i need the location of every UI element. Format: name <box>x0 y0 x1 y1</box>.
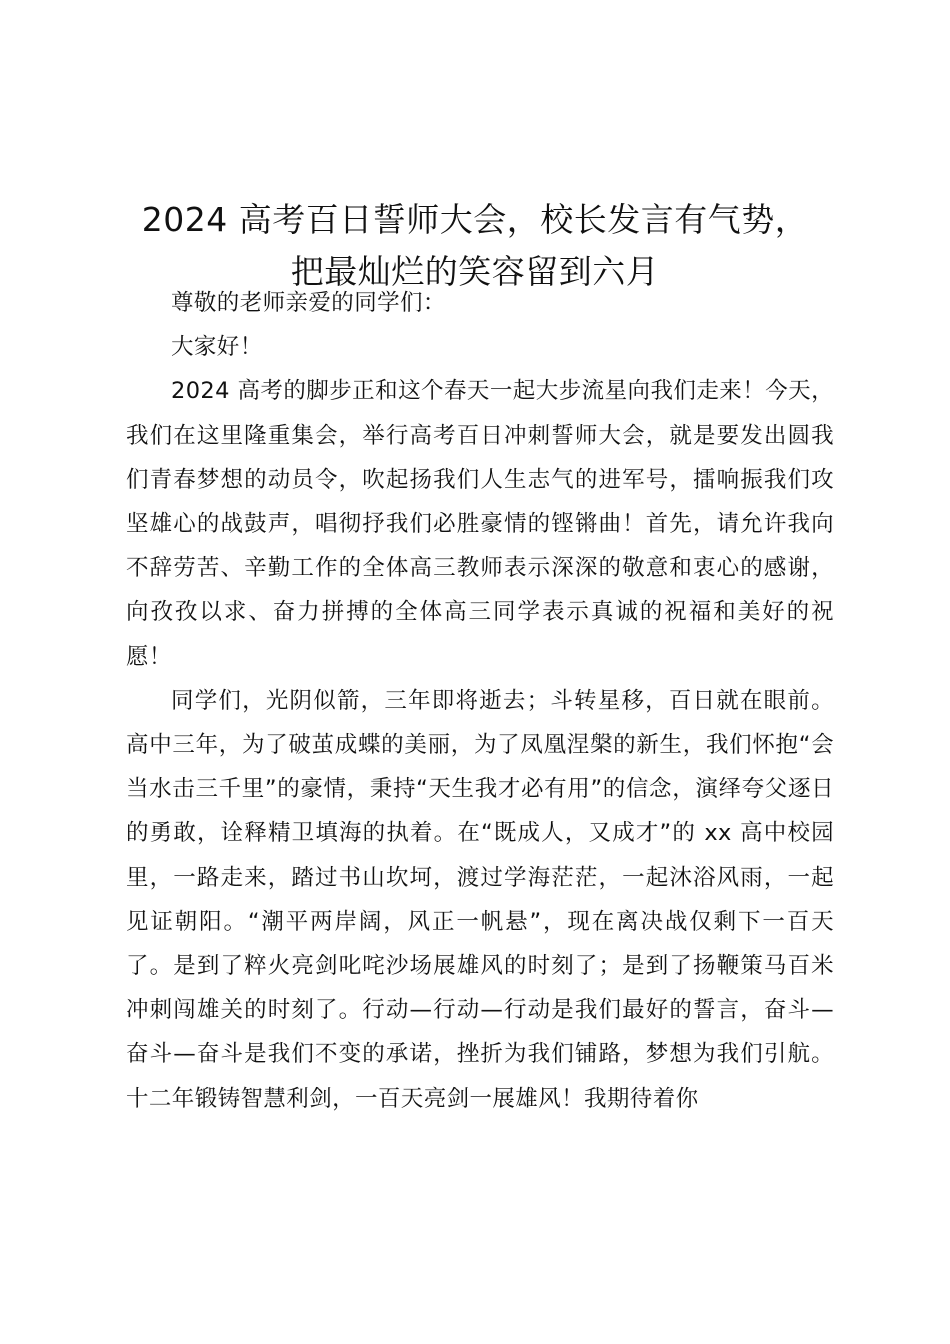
greeting-paragraph: 大家好！ <box>171 334 263 361</box>
title-line-1: 2024 高考百日誓师大会，校长发言有气势， <box>141 200 809 240</box>
title-line-2: 把最灿烂的笑容留到六月 <box>290 252 660 292</box>
body-paragraph-2: 同学们，光阴似箭，三年即将逝去；斗转星移，百日就在眼前。高中三年，为了破茧成蝶的美丽，为了凤凰涅槃的新生，我们怀抱“会当水击三千里”的豪情，秉持“天生我才必有用”的信念，演绎夸父逐日的勇敢，诠释精卫填海的执着。在“既成人，又成才”的 xx 高中校园里，一路走来，踏过书山坎坷，渡过学海茫茫，一起沐浴风雨，一起见证朝阳。“潮平两岸阔，风正一帆悬”，现在离决战仅剩下一百天了。是到了粹火亮剑叱咤沙场展雄风的时刻了；是到了扬鞭策马百米冲刺闯雄关的时刻了。行动—行动—行动是我们最好的誓言，奋斗—奋斗—奋斗是我们不变的承诺，挫折为我们铺路，梦想为我们引航。十二年锻铸智慧利剑，一百天亮剑一展雄风！我期待着你 <box>126 687 834 1112</box>
document-body <box>126 281 834 1121</box>
salutation-paragraph: 尊敬的老师亲爱的同学们： <box>171 290 446 316</box>
body-paragraph-1: 2024 高考的脚步正和这个春天一起大步流星向我们走来！今天，我们在这里隆重集会，举行高考百日冲刺誓师大会，就是要发出圆我们青春梦想的动员令，吹起扬我们人生志气的进军号，擂响振我们攻坚雄心的战鼓声，唱彻抒我们必胜豪情的铿锵曲！首先，请允许我向不辞劳苦、辛勤工作的全体高三教师表示深深的敬意和衷心的感谢，向孜孜以求、奋力拼搏的全体高三同学表示真诚的祝福和美好的祝愿！ <box>126 378 834 670</box>
